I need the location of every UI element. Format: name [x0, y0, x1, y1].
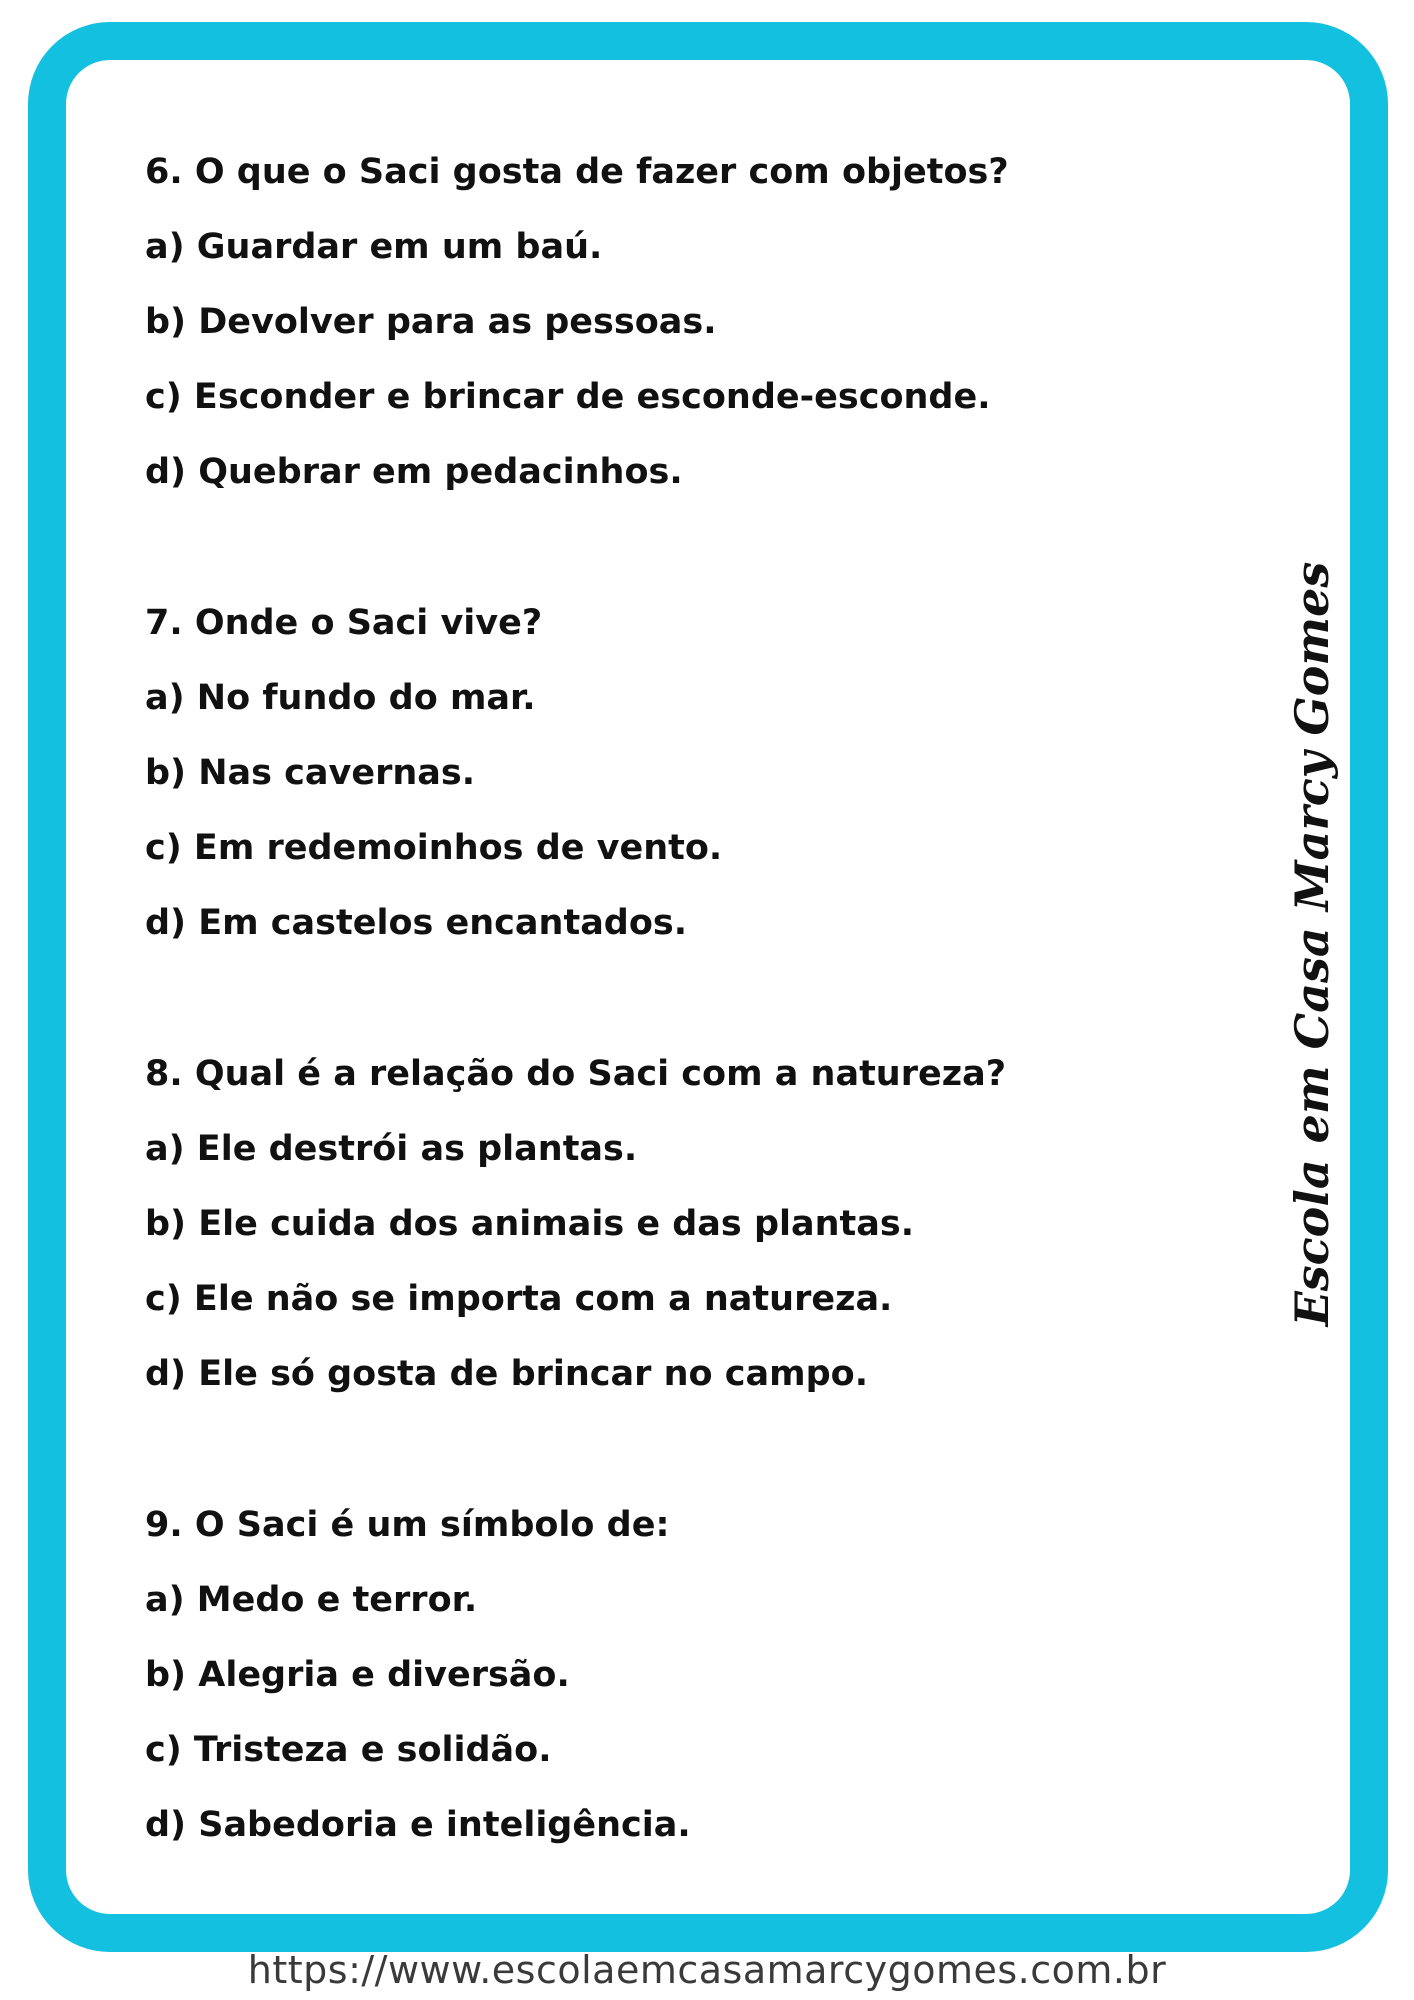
question-prompt: 9. O Saci é um símbolo de: [145, 1505, 670, 1545]
question-9 [145, 1488, 1245, 1863]
question-7 [145, 586, 1245, 961]
answer-option-c: c) Esconder e brincar de esconde-esconde. [145, 377, 991, 417]
answer-option-a: a) Guardar em um baú. [145, 227, 603, 267]
question-6 [145, 135, 1245, 510]
answer-option-d: d) Sabedoria e inteligência. [145, 1805, 691, 1845]
answer-option-d: d) Quebrar em pedacinhos. [145, 452, 683, 492]
answer-option-d: d) Em castelos encantados. [145, 903, 688, 943]
footer-url-link[interactable]: https://www.escolaemcasamarcygomes.com.br [247, 1948, 1167, 1992]
answer-option-d: d) Ele só gosta de brincar no campo. [145, 1354, 868, 1394]
answer-option-b: b) Ele cuida dos animais e das plantas. [145, 1204, 915, 1244]
question-8 [145, 1037, 1245, 1412]
vertical-watermark: Escola em Casa Marcy Gomes [1285, 561, 1339, 1327]
answer-option-b: b) Nas cavernas. [145, 753, 476, 793]
answer-option-a: a) Ele destrói as plantas. [145, 1129, 638, 1169]
answer-option-c: c) Tristeza e solidão. [145, 1730, 552, 1770]
question-list [145, 135, 1245, 1939]
answer-option-b: b) Devolver para as pessoas. [145, 302, 717, 342]
question-prompt: 6. O que o Saci gosta de fazer com objetos? [145, 152, 1009, 192]
answer-option-c: c) Em redemoinhos de vento. [145, 828, 723, 868]
answer-option-b: b) Alegria e diversão. [145, 1655, 570, 1695]
question-prompt: 7. Onde o Saci vive? [145, 603, 543, 643]
answer-option-c: c) Ele não se importa com a natureza. [145, 1279, 893, 1319]
question-prompt: 8. Qual é a relação do Saci com a natureza? [145, 1054, 1007, 1094]
answer-option-a: a) No fundo do mar. [145, 678, 536, 718]
answer-option-a: a) Medo e terror. [145, 1580, 478, 1620]
